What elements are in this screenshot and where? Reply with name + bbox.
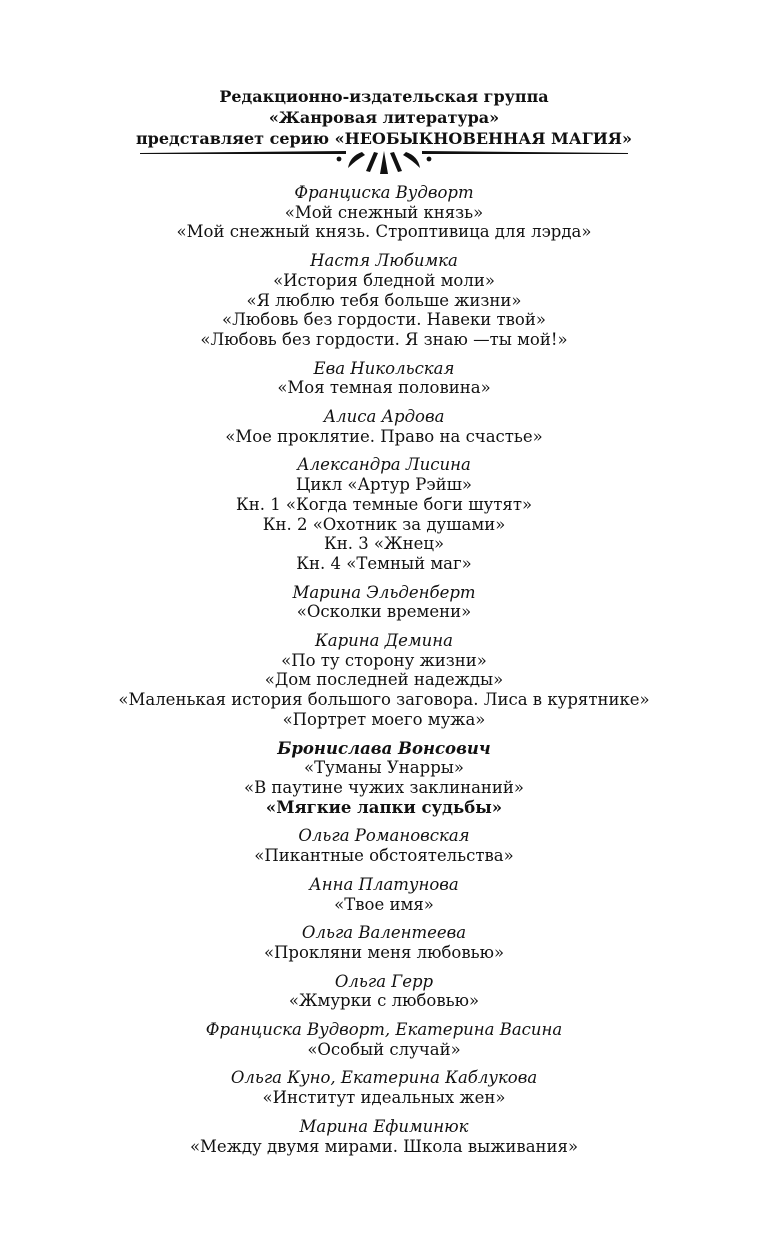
author-name: Александра Лисина [297,455,471,475]
book-title: Кн. 1 «Когда темные боги шутят» [235,494,533,514]
author-entry [0,183,768,242]
book-title: «Твое имя» [334,894,434,914]
book-title: «Дом последней надежды» [264,670,504,690]
author-name: Алиса Ардова [323,407,445,427]
author-entry [0,631,768,730]
book-title: «По ту сторону жизни» [281,650,487,670]
book-series-list [0,183,768,1165]
book-title: Цикл «Артур Рэйш» [296,475,472,495]
book-title: Кн. 2 «Охотник за душами» [262,514,506,534]
author-name: Ольга Романовская [298,826,470,846]
author-name: Бронислава Вонсович [277,738,491,758]
book-title: Кн. 3 «Жнец» [323,534,445,554]
author-entry [0,972,768,1011]
header-line-1: Редакционно-издательская группа [219,87,549,106]
author-name: Ольга Куно, Екатерина Каблукова [230,1068,538,1088]
decorative-ornament-divider [134,144,634,174]
author-name: Франциска Вудворт [294,183,474,202]
book-title: «Осколки времени» [296,602,472,622]
author-name: Ева Никольская [313,358,455,378]
book-title: «В паутине чужих заклинаний» [243,777,525,797]
book-title: «Портрет моего мужа» [282,709,486,729]
author-entry [0,583,768,622]
author-entry [0,826,768,865]
author-name: Настя Любимка [310,251,458,271]
book-title: «Мой снежный князь» [284,202,484,222]
book-title: «Мягкие лапки судьбы» [265,797,503,817]
author-entry [0,359,768,398]
publisher-header [0,86,768,149]
book-title: «Жмурки с любовью» [288,991,480,1011]
book-title: «Туманы Унарры» [304,758,464,778]
book-title: «Между двумя мирами. Школа выживания» [189,1136,579,1156]
book-title: «Я люблю тебя больше жизни» [246,290,522,310]
author-entry [0,455,768,573]
author-entry [0,1117,768,1156]
book-title: «Любовь без гордости. Навеки твой» [222,310,546,330]
author-entry [0,1068,768,1107]
author-entry [0,251,768,350]
book-title: «Маленькая история большого заговора. Лиса в курятнике» [118,690,650,710]
author-name: Франциска Вудворт, Екатерина Васина [205,1020,563,1040]
author-entry [0,739,768,818]
author-entry [0,407,768,446]
book-title: «Мое проклятие. Право на счастье» [225,426,543,446]
book-title: «Институт идеальных жен» [262,1088,506,1108]
header-line-3: представляет серию «НЕОБЫКНОВЕННАЯ МАГИЯ» [135,129,633,148]
book-title: «История бледной моли» [273,270,495,290]
author-name: Марина Ефиминюк [299,1116,469,1136]
book-title: «Пикантные обстоятельства» [254,846,514,866]
author-entry [0,923,768,962]
book-title: «Прокляни меня любовью» [263,942,505,962]
author-entry [0,1020,768,1059]
book-title: «Любовь без гордости. Я знаю —ты мой!» [200,329,568,349]
book-title: «Мой снежный князь. Строптивица для лэрда» [176,222,592,242]
book-title: «Моя темная половина» [277,378,491,398]
author-name: Анна Платунова [309,874,459,894]
author-name: Карина Демина [315,631,453,651]
author-name: Марина Эльденберт [292,582,476,602]
book-title: «Особый случай» [307,1039,461,1059]
book-title: Кн. 4 «Темный маг» [296,553,472,573]
author-name: Ольга Герр [334,971,434,991]
author-entry [0,875,768,914]
author-name: Ольга Валентеева [301,923,467,943]
header-line-2: «Жанровая литература» [268,108,500,127]
